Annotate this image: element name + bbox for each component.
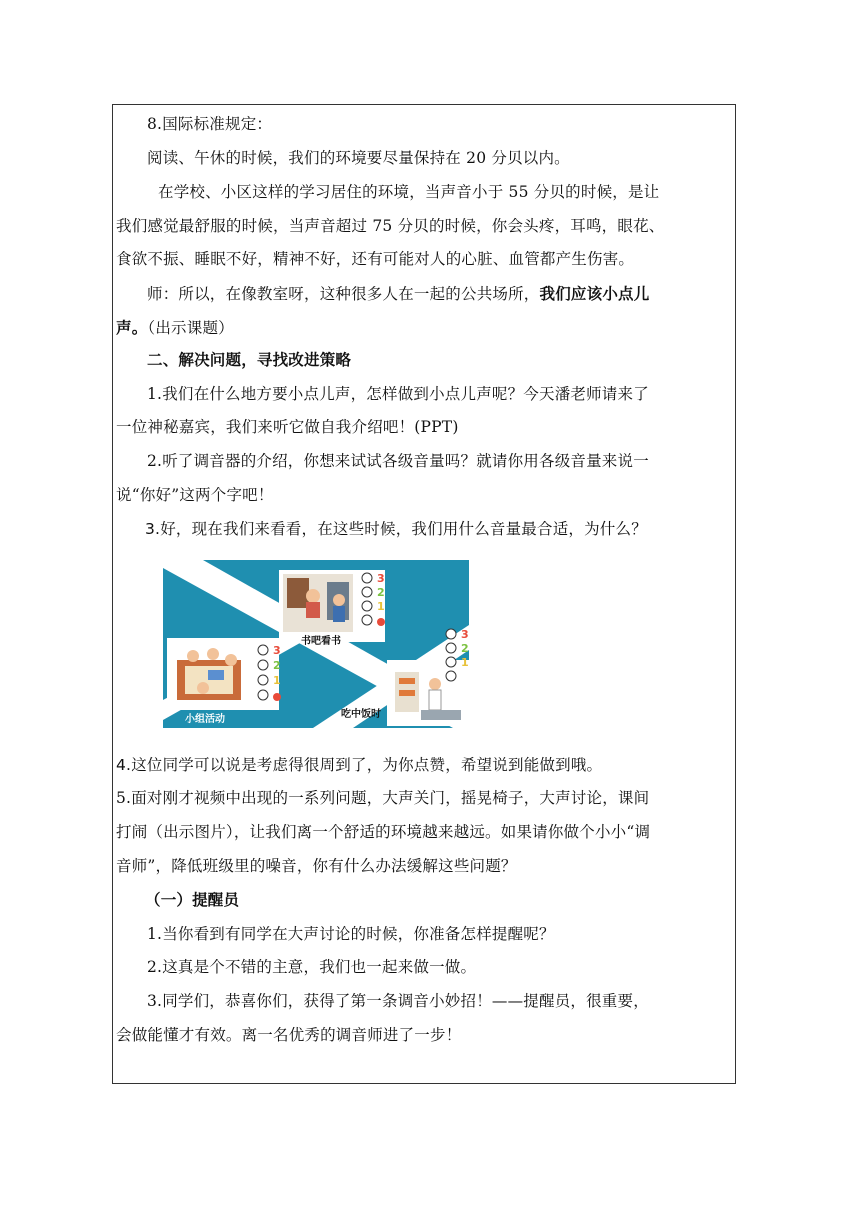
text-line: 3.同学们，恭喜你们，获得了第一条调音小妙招！——提醒员，很重要， [147,992,649,1010]
text-line: 2.听了调音器的介绍，你想来试试各级音量吗？就请你用各级音量来说一 [147,452,649,470]
text-span: 师：所以，在像教室呀，这种很多人在一起的公共场所， [147,285,540,303]
text-line: 一位神秘嘉宾，我们来听它做自我介绍吧！(PPT) [116,418,459,436]
text-line: 打闹（出示图片），让我们离一个舒适的环境越来越远。如果请你做个小小“调 [116,823,651,841]
svg-text:3: 3 [461,628,469,641]
label-lunch: 吃中饭时 [341,709,381,720]
text-line: 4.这位同学可以说是考虑得很周到了，为你点赞，希望说到能做到哦。 [116,756,603,774]
text-line: 会做能懂才有效。离一名优秀的调音师进了一步！ [116,1026,462,1044]
svg-text:1: 1 [377,600,385,613]
text-line: 音师”，降低班级里的噪音，你有什么办法缓解这些问题？ [116,857,517,875]
text-line: 1.当你看到有同学在大声讨论的时候，你准备怎样提醒呢？ [147,925,555,943]
emphasis-text: 我们应该小点儿 [539,285,650,303]
text-line [116,317,730,339]
svg-text:1: 1 [461,656,469,669]
text-line [116,283,761,305]
label-reading: 书吧看书 [301,636,341,647]
label-group: 小组活动 [185,714,225,725]
text-line: 在学校、小区这样的学习居住的环境，当声音小于 55 分贝的时候，是让 [158,183,660,201]
svg-text:2: 2 [273,659,281,672]
text-line: 说“你好”这两个字吧！ [116,486,274,504]
section-heading: 二、解决问题，寻找改进策略 [147,351,352,369]
svg-text:2: 2 [377,586,385,599]
section-heading: （一）提醒员 [145,891,240,909]
text-line: 2.这真是个不错的主意，我们也一起来做一做。 [147,958,477,976]
text-line: 5.面对刚才视频中出现的一系列问题，大声关门，摇晃椅子，大声讨论，课间 [116,789,650,807]
text-line: 我们感觉最舒服的时候，当声音超过 75 分贝的时候，你会头疼，耳鸣，眼花、 [116,217,665,235]
text-line: 1.我们在什么地方要小点儿声，怎样做到小点儿声呢？今天潘老师请来了 [147,385,649,403]
text-span: （出示课题） [147,319,234,337]
svg-text:3: 3 [273,644,281,657]
text-line: 3.好，现在我们来看看，在这些时候，我们用什么音量最合适，为什么？ [145,520,647,538]
text-line: 阅读、午休的时候，我们的环境要尽量保持在 20 分贝以内。 [147,149,570,167]
text-line: 食欲不振、睡眠不好，精神不好，还有可能对人的心脏、血管都产生伤害。 [116,250,635,268]
svg-text:3: 3 [377,572,385,585]
emphasis-text: 声。 [116,319,148,337]
activity-map-illustration [163,560,475,730]
svg-text:2: 2 [461,642,469,655]
text-line: 8.国际标准规定： [147,115,273,133]
svg-text:1: 1 [273,674,281,687]
